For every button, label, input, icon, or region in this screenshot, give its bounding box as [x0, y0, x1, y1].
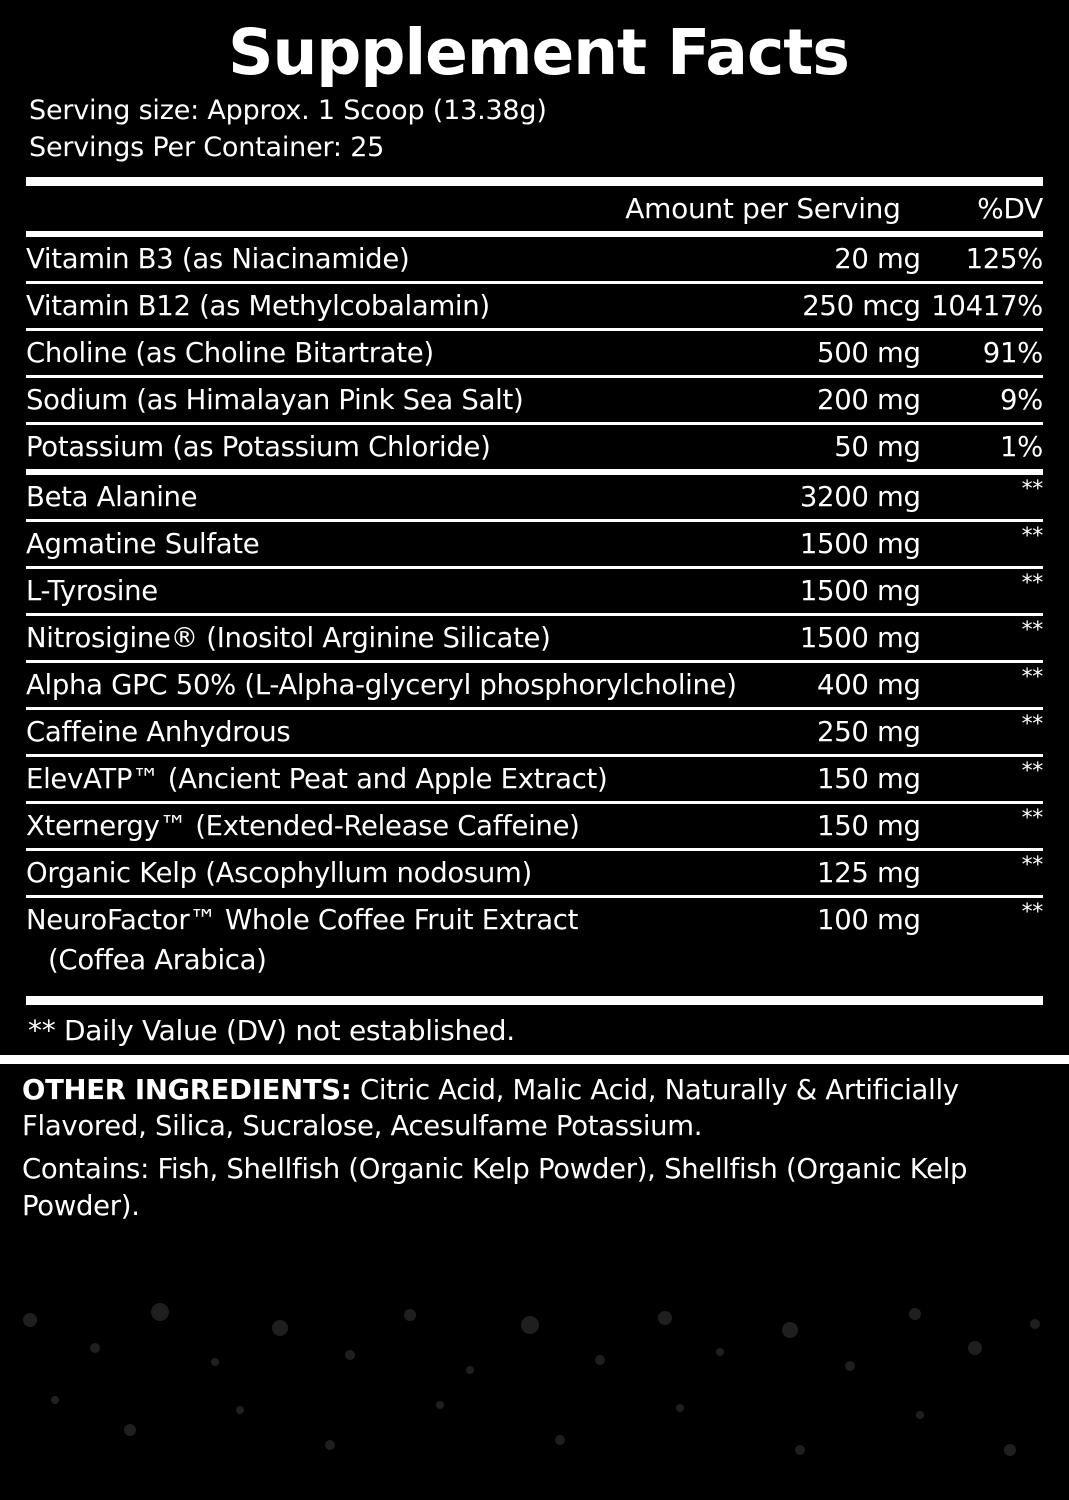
row-dv: 91%: [921, 329, 1043, 376]
dv-footnote-marker: **: [1021, 476, 1043, 502]
row-amount: 20 mg: [737, 237, 921, 283]
row-dv: 1%: [921, 423, 1043, 472]
row-amount: 250 mg: [737, 708, 921, 755]
serving-size-text: Serving size: Approx. 1 Scoop (13.38g): [29, 95, 547, 127]
dv-footnote-marker: **: [1021, 523, 1043, 549]
row-amount: 125 mg: [737, 849, 921, 896]
row-amount: 250 mcg: [737, 282, 921, 329]
daily-value-note: ** Daily Value (DV) not established.: [28, 1013, 515, 1047]
table-header-row: [26, 186, 1043, 231]
dv-footnote-marker: **: [1021, 664, 1043, 690]
row-amount: 400 mg: [737, 661, 921, 708]
table-row: [26, 376, 1043, 423]
divider-top: [26, 177, 1043, 186]
other-ingredients-label: OTHER INGREDIENTS:: [22, 1073, 352, 1106]
nutrition-rows-table: [26, 237, 1043, 942]
row-dv: [921, 802, 1043, 849]
row-name: Nitrosigine® (Inositol Arginine Silicate): [26, 614, 737, 661]
table-row: [26, 849, 1043, 896]
row-amount: 100 mg: [817, 903, 921, 936]
row-dv: [921, 708, 1043, 755]
row-dv: [921, 614, 1043, 661]
row-dv: [921, 567, 1043, 614]
speckle-texture: [0, 1300, 1069, 1500]
table-row: [26, 708, 1043, 755]
other-ingredients-text: Citric Acid, Malic Acid, Naturally & Artificially Flavored, Silica, Sucralose, Acesulfame Potassium.: [22, 1073, 959, 1142]
page-title: Supplement Facts: [228, 16, 849, 89]
dv-footnote-marker: **: [1021, 899, 1043, 925]
row-dv: [921, 472, 1043, 521]
row-dv: [921, 896, 1043, 942]
row-dv: [921, 849, 1043, 896]
row-name: Vitamin B3 (as Niacinamide): [26, 237, 737, 283]
row-dv: 125%: [921, 237, 1043, 283]
row-dv: 10417%: [921, 282, 1043, 329]
row-name: Potassium (as Potassium Chloride): [26, 423, 737, 472]
servings-per-container-text: Servings Per Container: 25: [29, 132, 385, 164]
header-amount-per-serving: Amount per Serving: [625, 191, 901, 225]
table-row: [26, 472, 1043, 521]
row-amount: 3200 mg: [737, 472, 921, 521]
row-name: Alpha GPC 50% (L-Alpha-glyceryl phosphorylcholine): [26, 661, 737, 708]
table-row: [26, 423, 1043, 472]
row-amount: 200 mg: [737, 376, 921, 423]
dv-footnote-marker: **: [1021, 570, 1043, 596]
table-row: [26, 237, 1043, 283]
row-name: Organic Kelp (Ascophyllum nodosum): [26, 849, 737, 896]
row-name: Vitamin B12 (as Methylcobalamin): [26, 282, 737, 329]
row-name: Xternergy™ (Extended-Release Caffeine): [26, 802, 737, 849]
nutrition-table-body: [26, 186, 1043, 231]
row-subline: (Coffea Arabica): [48, 943, 267, 976]
dv-footnote-marker: **: [1021, 758, 1043, 784]
row-name: Choline (as Choline Bitartrate): [26, 329, 737, 376]
row-amount: 1500 mg: [737, 567, 921, 614]
row-name: Caffeine Anhydrous: [26, 708, 737, 755]
dv-footnote-marker: **: [1021, 711, 1043, 737]
table-row: [26, 661, 1043, 708]
row-amount: 50 mg: [737, 423, 921, 472]
row-amount: 1500 mg: [737, 520, 921, 567]
other-ingredients-line: [22, 1072, 1049, 1145]
table-row: [26, 282, 1043, 329]
row-name: Beta Alanine: [26, 472, 737, 521]
row-dv: [921, 755, 1043, 802]
table-row: [26, 614, 1043, 661]
row-amount: 500 mg: [737, 329, 921, 376]
divider-bottom: [0, 1055, 1069, 1064]
table-row: [26, 802, 1043, 849]
dv-footnote-marker: **: [1021, 852, 1043, 878]
row-dv: 9%: [921, 376, 1043, 423]
table-row: [26, 520, 1043, 567]
row-dv: [921, 520, 1043, 567]
row-name: NeuroFactor™ Whole Coffee Fruit Extract: [26, 903, 579, 936]
row-name: ElevATP™ (Ancient Peat and Apple Extract): [26, 755, 737, 802]
header-blank: [26, 186, 596, 231]
row-name: Sodium (as Himalayan Pink Sea Salt): [26, 376, 737, 423]
row-dv: [921, 661, 1043, 708]
divider-footnote: [26, 996, 1043, 1005]
row-name: L-Tyrosine: [26, 567, 737, 614]
dv-footnote-marker: **: [1021, 805, 1043, 831]
table-row: [26, 329, 1043, 376]
header-percent-dv: %DV: [977, 191, 1043, 225]
row-amount: 150 mg: [737, 802, 921, 849]
table-row: [26, 755, 1043, 802]
table-row: [26, 896, 1043, 942]
row-name: Agmatine Sulfate: [26, 520, 737, 567]
row-amount: 1500 mg: [737, 614, 921, 661]
dv-footnote-marker: **: [1021, 617, 1043, 643]
contains-allergens-text: Contains: Fish, Shellfish (Organic Kelp Powder), Shellfish (Organic Kelp Powder).: [22, 1153, 968, 1222]
other-ingredients-section: [0, 1064, 1069, 1224]
nutrition-table: [26, 186, 1043, 231]
row-amount: 150 mg: [737, 755, 921, 802]
table-row: [26, 567, 1043, 614]
